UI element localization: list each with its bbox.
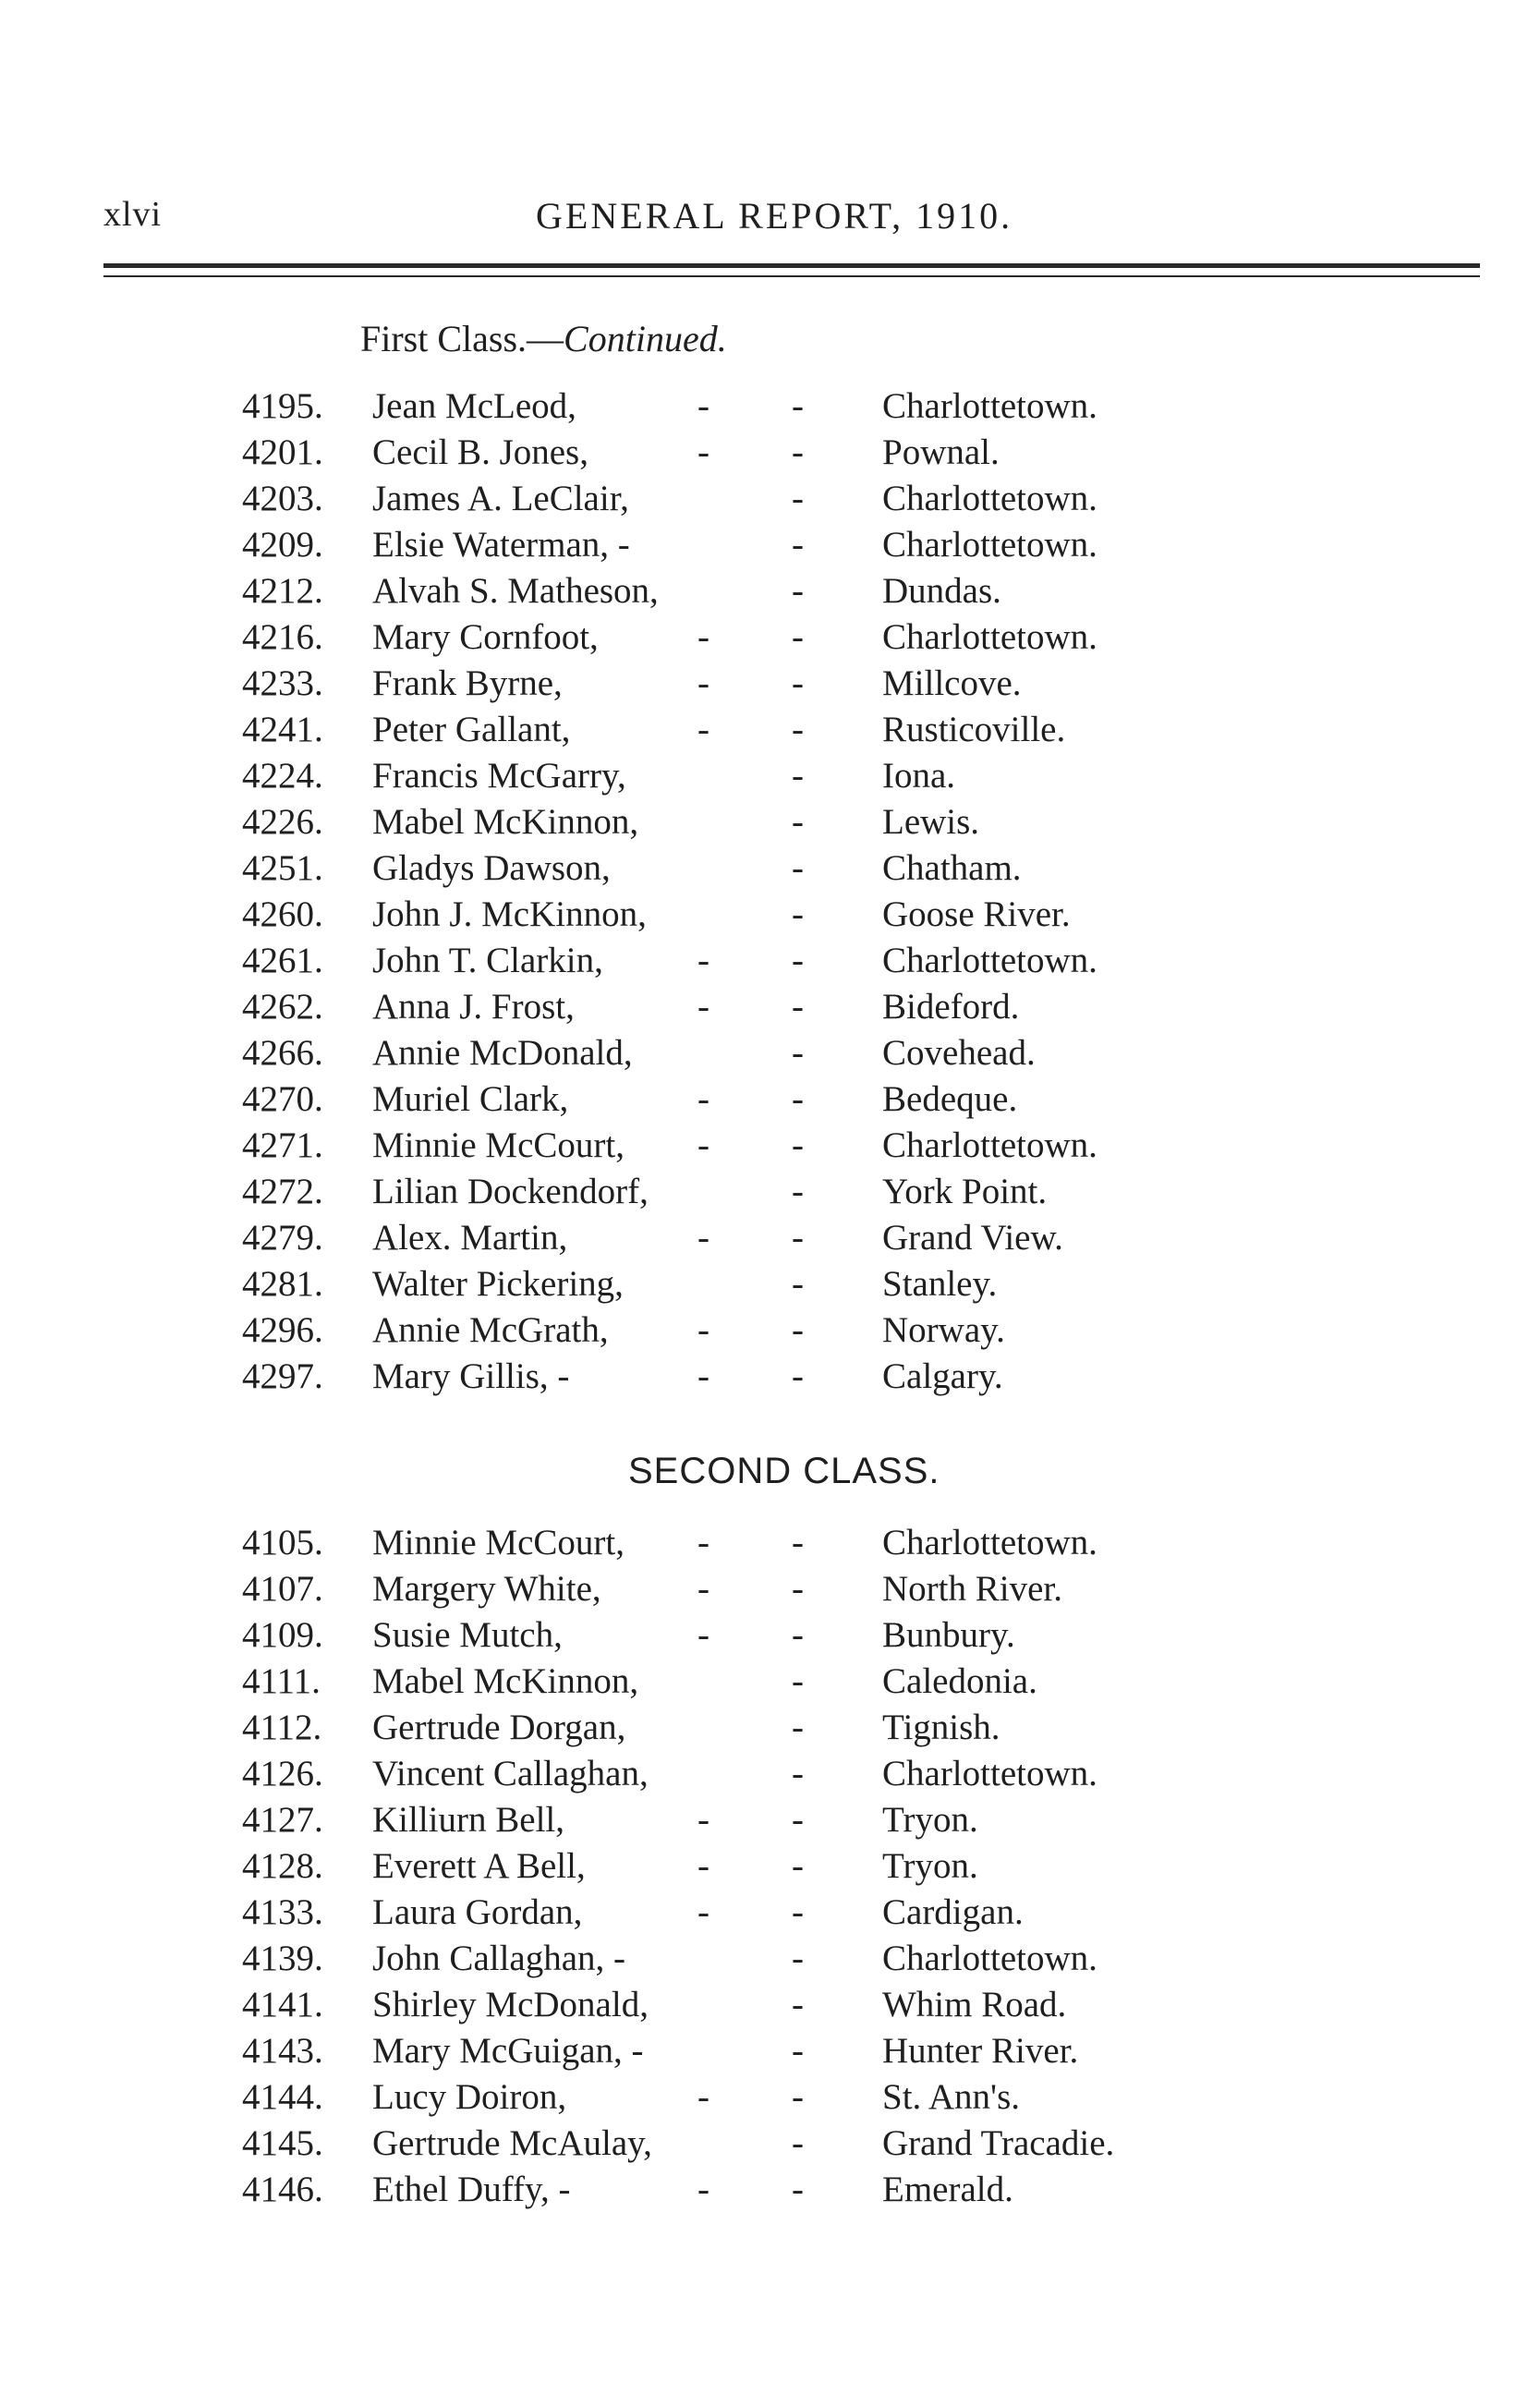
entry-number: 4201. xyxy=(242,432,323,472)
place-name: Tryon. xyxy=(882,1846,978,1886)
leader-dash: - xyxy=(697,663,709,703)
list-item xyxy=(0,2076,1540,2122)
candidate-name: Lilian Dockendorf, xyxy=(372,1172,649,1211)
candidate-name: Mary Cornfoot, xyxy=(372,617,599,657)
list-item xyxy=(0,524,1540,570)
candidate-name: Minnie McCourt, xyxy=(372,1125,624,1165)
place-name: Charlottetown. xyxy=(882,1125,1097,1165)
leader-dash: - xyxy=(792,1523,804,1562)
place-name: Hunter River. xyxy=(882,2031,1079,2071)
leader-dash: - xyxy=(697,1846,709,1886)
list-item xyxy=(0,385,1540,432)
place-name: Charlottetown. xyxy=(882,386,1097,426)
entry-number: 4271. xyxy=(242,1125,323,1165)
place-name: Tignish. xyxy=(882,1708,1000,1747)
leader-dash: - xyxy=(792,1754,804,1793)
place-name: Lewis. xyxy=(882,802,980,842)
entry-number: 4105. xyxy=(242,1523,323,1562)
leader-dash: - xyxy=(792,571,804,611)
leader-dash: - xyxy=(792,1033,804,1073)
candidate-name: Jean McLeod, xyxy=(372,386,576,426)
entry-number: 4272. xyxy=(242,1172,323,1211)
candidate-name: Peter Gallant, xyxy=(372,710,571,749)
place-name: Charlottetown. xyxy=(882,1523,1097,1562)
entry-number: 4270. xyxy=(242,1079,323,1119)
place-name: Calgary. xyxy=(882,1356,1003,1396)
list-item xyxy=(0,1217,1540,1263)
leader-dash: - xyxy=(697,2170,709,2209)
leader-dash: - xyxy=(697,1569,709,1609)
place-name: Charlottetown. xyxy=(882,941,1097,980)
entry-number: 4233. xyxy=(242,663,323,703)
entry-number: 4145. xyxy=(242,2123,323,2163)
entry-number: 4203. xyxy=(242,479,323,518)
place-name: Emerald. xyxy=(882,2170,1013,2209)
page-header xyxy=(103,194,1480,249)
entry-number: 4139. xyxy=(242,1939,323,1978)
place-name: Iona. xyxy=(882,756,956,796)
candidate-name: Everett A Bell, xyxy=(372,1846,586,1886)
leader-dash: - xyxy=(792,479,804,518)
entry-number: 4279. xyxy=(242,1218,323,1258)
place-name: Stanley. xyxy=(882,1264,998,1304)
list-item xyxy=(0,432,1540,478)
leader-dash: - xyxy=(792,894,804,934)
first-class-list xyxy=(0,385,1540,1402)
leader-dash: - xyxy=(792,1615,804,1655)
list-item xyxy=(0,1938,1540,1984)
candidate-name: Shirley McDonald, xyxy=(372,1985,649,2024)
place-name: Charlottetown. xyxy=(882,1754,1097,1793)
place-name: Goose River. xyxy=(882,894,1071,934)
place-name: St. Ann's. xyxy=(882,2077,1020,2117)
entry-number: 4127. xyxy=(242,1800,323,1840)
entry-number: 4281. xyxy=(242,1264,323,1304)
candidate-name: Killiurn Bell, xyxy=(372,1800,564,1840)
leader-dash: - xyxy=(697,1615,709,1655)
candidate-name: Gertrude McAulay, xyxy=(372,2123,652,2163)
entry-number: 4226. xyxy=(242,802,323,842)
place-name: Millcove. xyxy=(882,663,1022,703)
leader-dash: - xyxy=(792,2170,804,2209)
entry-number: 4133. xyxy=(242,1892,323,1932)
entry-number: 4262. xyxy=(242,987,323,1027)
entry-number: 4144. xyxy=(242,2077,323,2117)
leader-dash: - xyxy=(792,2031,804,2071)
leader-dash: - xyxy=(792,1172,804,1211)
list-item xyxy=(0,1171,1540,1217)
list-item xyxy=(0,1891,1540,1938)
place-name: Charlottetown. xyxy=(882,479,1097,518)
entry-number: 4146. xyxy=(242,2170,323,2209)
leader-dash: - xyxy=(697,432,709,472)
candidate-name: Gertrude Dorgan, xyxy=(372,1708,626,1747)
leader-dash: - xyxy=(697,941,709,980)
place-name: Rusticoville. xyxy=(882,710,1066,749)
list-item xyxy=(0,1124,1540,1171)
entry-number: 4224. xyxy=(242,756,323,796)
place-name: York Point. xyxy=(882,1172,1048,1211)
candidate-name: Mabel McKinnon, xyxy=(372,1661,639,1701)
entry-number: 4126. xyxy=(242,1754,323,1793)
leader-dash: - xyxy=(697,1310,709,1350)
leader-dash: - xyxy=(792,386,804,426)
leader-dash: - xyxy=(697,2077,709,2117)
candidate-name: Annie McGrath, xyxy=(372,1310,609,1350)
entry-number: 4141. xyxy=(242,1985,323,2024)
candidate-name: John T. Clarkin, xyxy=(372,941,603,980)
leader-dash: - xyxy=(792,848,804,888)
first-class-heading-text: First Class.— xyxy=(360,318,564,359)
candidate-name: John J. McKinnon, xyxy=(372,894,647,934)
place-name: Pownal. xyxy=(882,432,1000,472)
leader-dash: - xyxy=(697,1523,709,1562)
candidate-name: Minnie McCourt, xyxy=(372,1523,624,1562)
candidate-name: Francis McGarry, xyxy=(372,756,626,796)
leader-dash: - xyxy=(792,1892,804,1932)
leader-dash: - xyxy=(697,1218,709,1258)
list-item xyxy=(0,1660,1540,1707)
list-item xyxy=(0,1355,1540,1402)
place-name: Grand Tracadie. xyxy=(882,2123,1115,2163)
entry-number: 4251. xyxy=(242,848,323,888)
place-name: Grand View. xyxy=(882,1218,1063,1258)
place-name: Charlottetown. xyxy=(882,617,1097,657)
list-item xyxy=(0,1568,1540,1614)
place-name: Cardigan. xyxy=(882,1892,1024,1932)
entry-number: 4241. xyxy=(242,710,323,749)
entry-number: 4296. xyxy=(242,1310,323,1350)
list-item xyxy=(0,1614,1540,1660)
candidate-name: Lucy Doiron, xyxy=(372,2077,567,2117)
candidate-name: Frank Byrne, xyxy=(372,663,563,703)
place-name: Whim Road. xyxy=(882,1985,1067,2024)
list-item xyxy=(0,1753,1540,1799)
leader-dash: - xyxy=(792,617,804,657)
list-item xyxy=(0,1522,1540,1568)
list-item xyxy=(0,1032,1540,1078)
leader-dash: - xyxy=(697,1125,709,1165)
list-item xyxy=(0,616,1540,663)
header-rule-thick xyxy=(103,263,1480,268)
leader-dash: - xyxy=(792,1218,804,1258)
list-item xyxy=(0,2122,1540,2169)
entry-number: 4209. xyxy=(242,525,323,565)
leader-dash: - xyxy=(792,1569,804,1609)
leader-dash: - xyxy=(792,1661,804,1701)
entry-number: 4128. xyxy=(242,1846,323,1886)
leader-dash: - xyxy=(792,1264,804,1304)
leader-dash: - xyxy=(792,2077,804,2117)
second-class-heading: SECOND CLASS. xyxy=(628,1451,940,1491)
entry-number: 4212. xyxy=(242,571,323,611)
entry-number: 4266. xyxy=(242,1033,323,1073)
candidate-name: Anna J. Frost, xyxy=(372,987,575,1027)
leader-dash: - xyxy=(697,710,709,749)
list-item xyxy=(0,1984,1540,2030)
place-name: Bideford. xyxy=(882,987,1020,1027)
leader-dash: - xyxy=(792,1846,804,1886)
header-rule-thin xyxy=(103,275,1480,277)
list-item xyxy=(0,1707,1540,1753)
place-name: Chatham. xyxy=(882,848,1022,888)
entry-number: 4216. xyxy=(242,617,323,657)
candidate-name: Vincent Callaghan, xyxy=(372,1754,649,1793)
leader-dash: - xyxy=(792,1125,804,1165)
candidate-name: Gladys Dawson, xyxy=(372,848,611,888)
place-name: Bunbury. xyxy=(882,1615,1015,1655)
candidate-name: Walter Pickering, xyxy=(372,1264,624,1304)
candidate-name: Mabel McKinnon, xyxy=(372,802,639,842)
leader-dash: - xyxy=(697,1800,709,1840)
leader-dash: - xyxy=(792,802,804,842)
second-class-list xyxy=(0,1522,1540,2215)
entry-number: 4109. xyxy=(242,1615,323,1655)
leader-dash: - xyxy=(792,1079,804,1119)
candidate-name: Muriel Clark, xyxy=(372,1079,569,1119)
candidate-name: John Callaghan, - xyxy=(372,1939,626,1978)
candidate-name: Cecil B. Jones, xyxy=(372,432,588,472)
page-number: xlvi xyxy=(103,195,163,234)
first-class-heading-continued: Continued. xyxy=(564,318,727,359)
leader-dash: - xyxy=(697,1356,709,1396)
leader-dash: - xyxy=(792,1800,804,1840)
candidate-name: Alex. Martin, xyxy=(372,1218,568,1258)
list-item xyxy=(0,940,1540,986)
leader-dash: - xyxy=(697,987,709,1027)
place-name: North River. xyxy=(882,1569,1062,1609)
leader-dash: - xyxy=(697,617,709,657)
leader-dash: - xyxy=(792,987,804,1027)
list-item xyxy=(0,1263,1540,1309)
list-item xyxy=(0,2030,1540,2076)
entry-number: 4143. xyxy=(242,2031,323,2071)
leader-dash: - xyxy=(792,663,804,703)
place-name: Charlottetown. xyxy=(882,525,1097,565)
first-class-heading xyxy=(360,317,727,360)
entry-number: 4195. xyxy=(242,386,323,426)
list-item xyxy=(0,755,1540,801)
list-item xyxy=(0,801,1540,847)
leader-dash: - xyxy=(792,1310,804,1350)
entry-number: 4112. xyxy=(242,1708,322,1747)
entry-number: 4261. xyxy=(242,941,323,980)
place-name: Caledonia. xyxy=(882,1661,1037,1701)
list-item xyxy=(0,478,1540,524)
list-item xyxy=(0,2169,1540,2215)
place-name: Bedeque. xyxy=(882,1079,1018,1119)
leader-dash: - xyxy=(792,1356,804,1396)
leader-dash: - xyxy=(697,1079,709,1119)
list-item xyxy=(0,847,1540,894)
leader-dash: - xyxy=(792,2123,804,2163)
candidate-name: Alvah S. Matheson, xyxy=(372,571,659,611)
candidate-name: Margery White, xyxy=(372,1569,601,1609)
place-name: Covehead. xyxy=(882,1033,1036,1073)
place-name: Charlottetown. xyxy=(882,1939,1097,1978)
leader-dash: - xyxy=(792,1939,804,1978)
candidate-name: Mary McGuigan, - xyxy=(372,2031,644,2071)
candidate-name: Ethel Duffy, - xyxy=(372,2170,571,2209)
leader-dash: - xyxy=(792,710,804,749)
candidate-name: Mary Gillis, - xyxy=(372,1356,570,1396)
leader-dash: - xyxy=(792,941,804,980)
list-item xyxy=(0,709,1540,755)
leader-dash: - xyxy=(792,756,804,796)
place-name: Norway. xyxy=(882,1310,1005,1350)
list-item xyxy=(0,570,1540,616)
entry-number: 4260. xyxy=(242,894,323,934)
running-title: GENERAL REPORT, 1910. xyxy=(536,195,1013,237)
leader-dash: - xyxy=(792,432,804,472)
leader-dash: - xyxy=(792,1708,804,1747)
entry-number: 4111. xyxy=(242,1661,321,1701)
list-item xyxy=(0,986,1540,1032)
candidate-name: Laura Gordan, xyxy=(372,1892,583,1932)
list-item xyxy=(0,1309,1540,1355)
list-item xyxy=(0,1078,1540,1124)
list-item xyxy=(0,1845,1540,1891)
list-item xyxy=(0,1799,1540,1845)
leader-dash: - xyxy=(697,1892,709,1932)
leader-dash: - xyxy=(697,386,709,426)
leader-dash: - xyxy=(792,525,804,565)
leader-dash: - xyxy=(792,1985,804,2024)
entry-number: 4297. xyxy=(242,1356,323,1396)
place-name: Dundas. xyxy=(882,571,1001,611)
list-item xyxy=(0,894,1540,940)
entry-number: 4107. xyxy=(242,1569,323,1609)
candidate-name: Annie McDonald, xyxy=(372,1033,633,1073)
place-name: Tryon. xyxy=(882,1800,978,1840)
candidate-name: Elsie Waterman, - xyxy=(372,525,630,565)
candidate-name: Susie Mutch, xyxy=(372,1615,563,1655)
list-item xyxy=(0,663,1540,709)
candidate-name: James A. LeClair, xyxy=(372,479,629,518)
